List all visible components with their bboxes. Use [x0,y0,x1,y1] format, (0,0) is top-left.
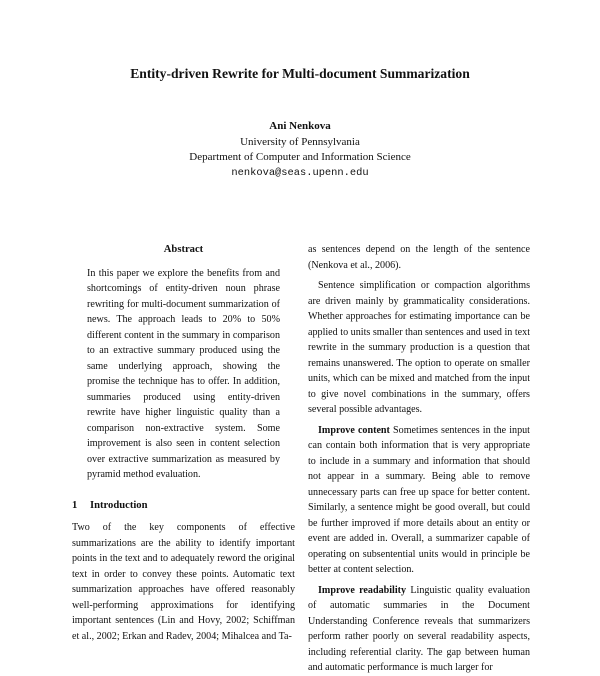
abstract-heading: Abstract [163,244,204,255]
continued-paragraph: as sentences depend on the length of the sentence (Nenkova et al., 2006). [308,244,530,271]
affiliation-university: University of Pennsylvania [240,135,360,148]
author-name: Ani Nenkova [269,120,331,132]
runin-heading-readability: Improve readability [318,584,407,596]
affiliation-department: Department of Computer and Information Science [189,151,411,163]
improve-readability-paragraph [308,583,530,676]
paper-title: Entity-driven Rewrite for Multi-document Summarization [130,66,470,81]
section-heading-introduction [72,498,295,514]
right-column [308,242,530,676]
left-column [72,242,295,644]
section-title: Introduction [90,499,148,511]
abstract-text: In this paper we explore the benefits from and shortcomings of entity-driven noun phrase rewriting for multi-document summarization of news. The approach leads to 20% to 50% different content in the summary in comparison to an extractive summary produced using the same underlying approach, showing the promise the technique has to offer. In addition, summaries produced using entity-driven rewrite have higher linguistic quality than a comparison non-extractive system. Some improvement is also seen in content selection over extractive summarization as measured by pyramid method evaluation. [87,267,280,480]
runin-heading-content: Improve content [318,424,390,436]
simplification-paragraph: Sentence simplification or compaction algorithms are driven mainly by grammaticality considerations. Whether approaches for estimating importance can be applied to units smaller than sentences and used in text rewrite in the summary production is a question that remains unanswered. The option to operate on smaller units, which can be mixed and matched from the input to give novel combinations in the summary, offers several possible advantages. [308,280,530,415]
author-block [0,119,600,181]
section-number: 1 [72,499,78,511]
improve-content-text: Sometimes sentences in the input can contain both information that is very appropriate to include in a summary and information that should not appear in a summary. Being able to remove unnecessary parts can free up space for better content. Similarly, a sentence might be good overall, but could be further improved if more details about an entity or event are added in. Overall, a summarizer capable of operating on subsentential units would in principle be better at content selection. [308,424,530,575]
introduction-paragraph: Two of the key components of effective summarizations are the ability to identify important points in the text and to adequately reword the original text in order to convey these points. Automatic text summarization approaches have offered reasonably well-performing approximations for identifying important sentences (Lin and Hovy, 2002; Schiffman et al., 2002; Erkan and Radev, 2004; Mihalcea and Ta- [72,522,295,642]
author-email[interactable]: nenkova@seas.upenn.edu [231,166,369,179]
improve-content-paragraph [308,423,530,578]
improve-readability-text: Linguistic quality evaluation of automatic summaries in the Document Understanding Conference reveals that summarizers perform rather poorly on several readability aspects, including referential clarity. The gap between human and automatic performance is much larger for [308,584,531,673]
